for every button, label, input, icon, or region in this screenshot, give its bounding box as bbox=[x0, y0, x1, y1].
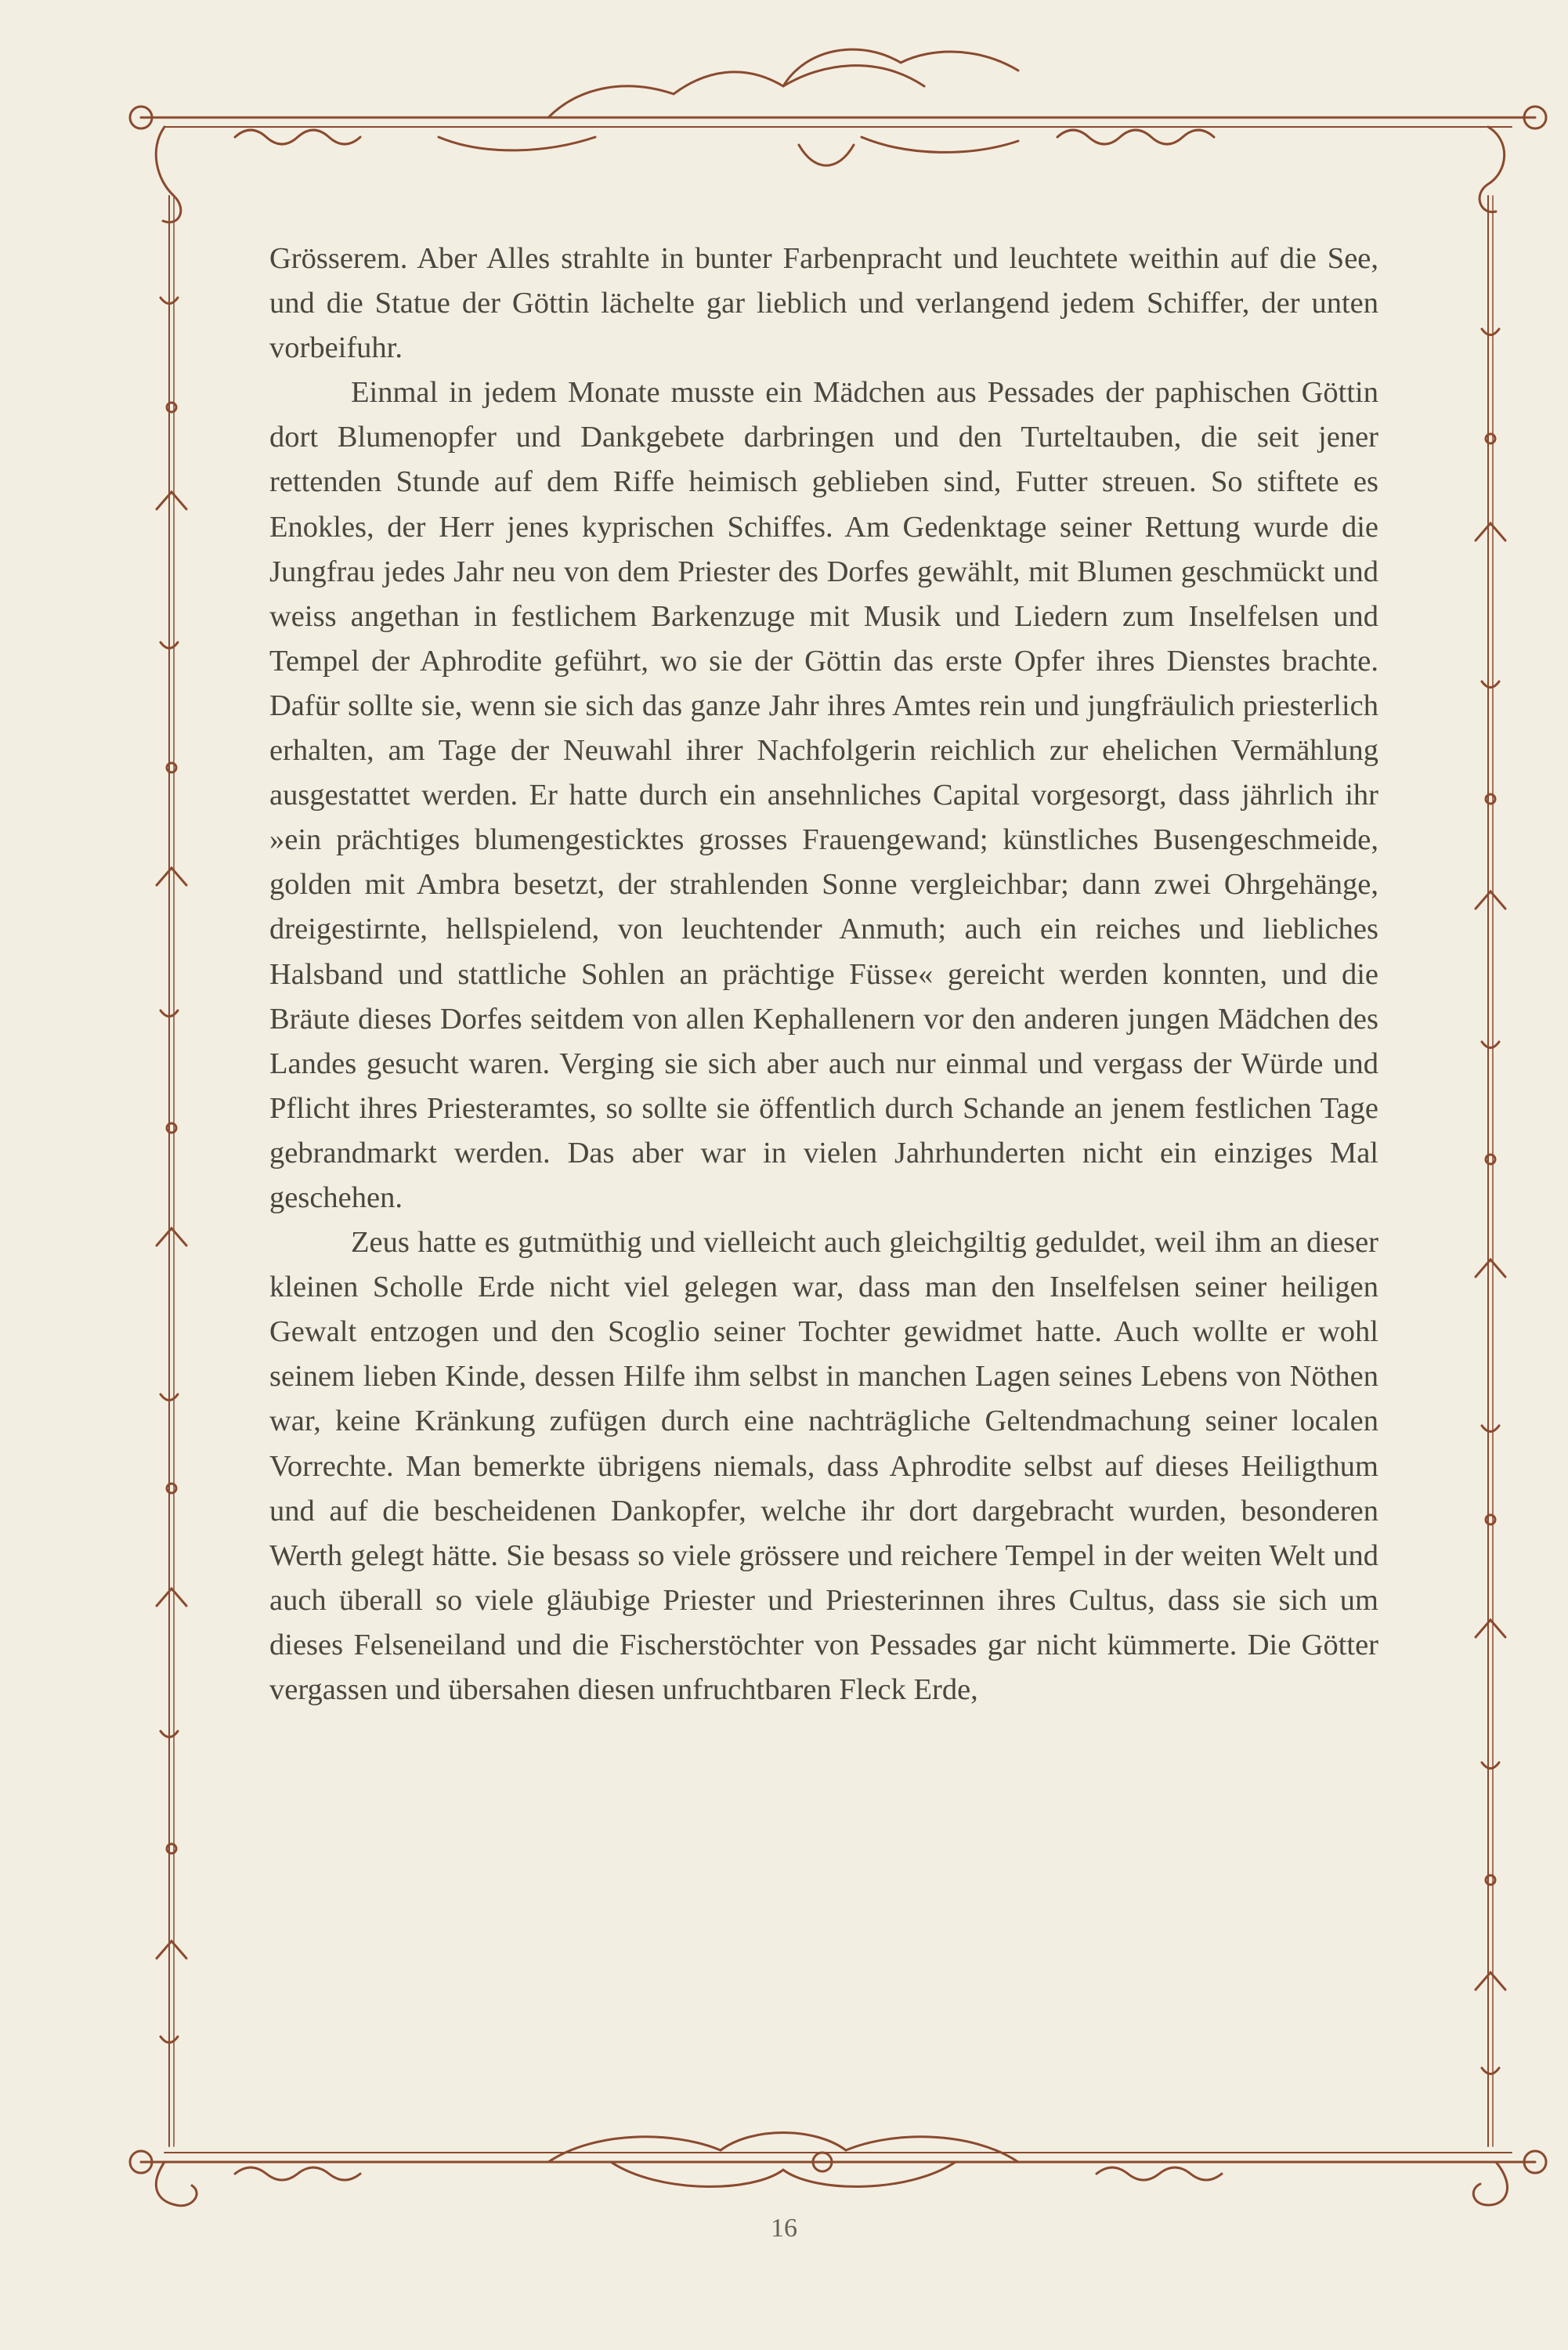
paragraph: Grösserem. Aber Alles strahlte in bunter Farbenpracht und leuchtete weithin auf die See, und die Statue der Göttin lächelte gar lieblich und verlangend jedem Schiffer, der unten vorbeifuhr. bbox=[269, 242, 1378, 365]
page-number: 16 bbox=[771, 2214, 797, 2243]
body-text bbox=[269, 237, 1378, 1712]
vine-border-right bbox=[1476, 196, 1505, 2146]
floral-border-bottom bbox=[130, 2133, 1546, 2206]
paragraph: Zeus hatte es gutmüthig und vielleicht auch gleichgiltig geduldet, weil ihm an dieser kleinen Scholle Erde nicht viel gelegen war, dass man den Inselfelsen seiner heiligen Gewalt entzogen und den Scoglio seiner Tochter gewidmet hatte. Auch wollte er wohl seinem lieben Kinde, dessen Hilfe ihm selbst in manchen Lagen seines Lebens von Nöthen war, keine Kränkung zufügen durch eine nachträgliche Geltendmachung seiner localen Vorrechte. Man bemerkte übrigens niemals, dass Aphrodite selbst auf dieses Heiligthum und auf die bescheidenen Dankopfer, welche ihr dort dargebracht wurden, besonderen Werth gelegt hätte. Sie besass so viele grössere und reichere Tempel in der weiten Welt und auch überall so viele gläubige Priester und Priesterinnen ihres Cultus, dass sie sich um dieses Felseneiland und die Fischerstöchter von Pessades gar nicht kümmerte. Die Götter vergassen und übersahen diesen unfruchtbaren Fleck Erde, bbox=[269, 1226, 1378, 1706]
paragraph: Einmal in jedem Monate musste ein Mädchen aus Pessades der paphischen Göttin dort Blumenopfer und Dankgebete darbringen und den Turteltauben, die seit jener rettenden Stunde auf dem Riffe heimisch geblieben sind, Futter streuen. So stiftete es Enokles, der Herr jenes kyprischen Schiffes. Am Gedenktage seiner Rettung wurde die Jungfrau jedes Jahr neu von dem Priester des Dorfes gewählt, mit Blumen geschmückt und weiss angethan in festlichem Barkenzuge mit Musik und Liedern zum Inselfelsen und Tempel der Aphrodite geführt, wo sie der Göttin das erste Opfer ihres Dienstes brachte. Dafür sollte sie, wenn sie sich das ganze Jahr ihres Amtes rein und jungfräulich priesterlich erhalten, am Tage der Neuwahl ihrer Nachfolgerin reichlich zur ehelichen Vermählung ausgestattet werden. Er hatte durch ein ansehnliches Capital vorgesorgt, dass jährlich ihr »ein prächtiges blumengesticktes grosses Frauengewand; künstliches Busengeschmeide, golden mit Ambra besetzt, der strahlenden Sonne vergleichbar; dann zwei Ohrgehänge, dreigestirnte, hellspielend, von leuchtender Anmuth; auch ein reiches und liebliches Halsband und stattliche Sohlen an prächtige Füsse« gereicht werden konnten, und die Bräute dieses Dorfes seitdem von allen Kephallenern vor den anderen jungen Mädchen des Landes gesucht waren. Verging sie sich aber auch nur einmal und vergass der Würde und Pflicht ihres Priesteramtes, so sollte sie öffentlich durch Schande an jenem festlichen Tage gebrandmarkt werden. Das aber war in vielen Jahrhunderten nicht ein einziges Mal geschehen. bbox=[269, 376, 1378, 1214]
floral-border-top bbox=[130, 49, 1546, 222]
vine-border-left bbox=[157, 196, 186, 2146]
